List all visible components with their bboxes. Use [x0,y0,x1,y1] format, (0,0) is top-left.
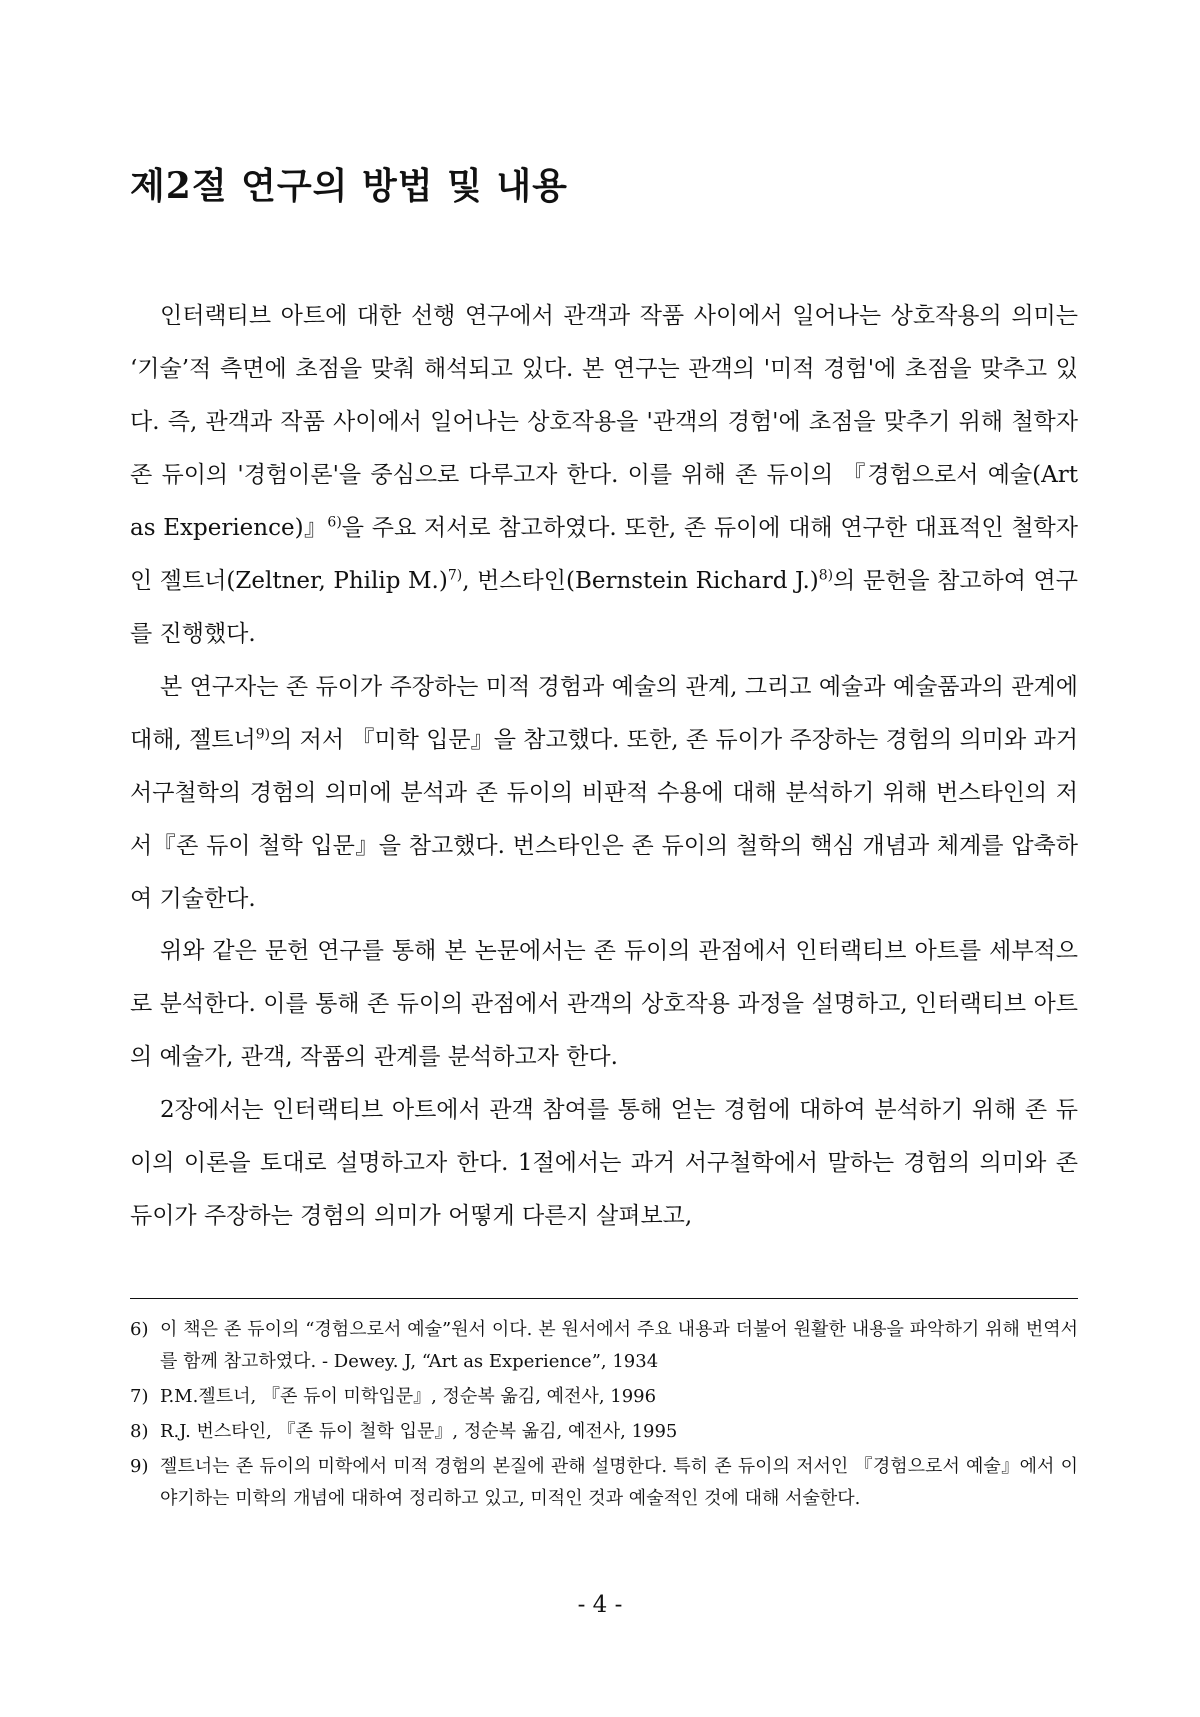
footnote-9 [130,1451,1078,1515]
body-block-1 [130,290,1078,926]
paragraph-text: 의 저서 『미학 입문』을 참고했다. 또한, 존 듀이가 주장하는 경험의 의미와 과거 서구철학의 경험의 의미에 분석과 존 듀이의 비판적 수용에 대해 분석하기 위해 번스타인의 저서『존 듀이 철학 입문』을 참고했다. 번스타인은 존 듀이의 철학의 핵심 개념과 체계를 압축하여 기술한다. [130,727,1078,912]
footnote-text: 이 책은 존 듀이의 “경험으로서 예술”원서 이다. 본 원서에서 주요 내용과 더불어 원활한 내용을 파악하기 위해 번역서를 함께 참고하였다. - Dewey. J, “Art as Experience”, 1934 [160,1319,1078,1372]
page-number: - 4 - [577,1592,623,1618]
paragraph-text: , 번스타인(Bernstein Richard J.) [462,568,819,594]
footnote-ref-7[interactable]: 7) [447,567,463,584]
footnote-ref-6[interactable]: 6) [327,514,342,531]
section-title: 제2절 연구의 방법 및 내용 [130,165,568,207]
paragraph-text: 본 연구자는 존 듀이가 주장하는 미적 경험과 예술의 관계, 그리고 예술과 예술품과의 관계에 대해, 젤트너 [130,674,1078,753]
paragraph-analysis-aim: 위와 같은 문헌 연구를 통해 본 논문에서는 존 듀이의 관점에서 인터랙티브 아트를 세부적으로 분석한다. 이를 통해 존 듀이의 관점에서 관객의 상호작용 과정을 설명하고, 인터랙티브 아트의 예술가, 관객, 작품의 관계를 분석하고자 한다. [130,938,1078,1070]
paragraph-text: 인터랙티브 아트에 대한 선행 연구에서 관객과 작품 사이에서 일어나는 상호작용의 의미는 ‘기술’적 측면에 초점을 맞춰 해석되고 있다. 본 연구는 관객의 '미적 경험'에 초점을 맞추고 있다. 즉, 관객과 작품 사이에서 일어나는 상호작용을 '관객의 경험'에 초점을 맞추기 위해 철학자 존 듀이의 '경험이론'을 중심으로 다루고자 한다. 이를 위해 존 듀이의 『경험으로서 예술(Art as Experience)』 [130,303,1078,541]
paragraph-chapter-outline: 2장에서는 인터랙티브 아트에서 관객 참여를 통해 얻는 경험에 대하여 분석하기 위해 존 듀이의 이론을 토대로 설명하고자 한다. 1절에서는 과거 서구철학에서 말하는 경험의 의미와 존 듀이가 주장하는 경험의 의미가 어떻게 다른지 살펴보고, [130,1097,1078,1229]
footnote-divider [130,1298,1078,1299]
footnote-text: P.M.젤트너, 『존 듀이 미학입문』, 정순복 옮김, 예전사, 1996 [160,1386,657,1407]
paragraph-text: 의 문헌을 참고하여 연구를 진행했다. [130,568,1078,647]
footnote-number: 7) [130,1386,149,1407]
footnote-8 [130,1416,1078,1448]
footnote-text: R.J. 번스타인, 『존 듀이 철학 입문』, 정순복 옮김, 예전사, 1995 [160,1421,678,1442]
footnote-number: 9) [130,1456,149,1477]
footnote-7 [130,1381,1078,1413]
footnote-text: 젤트너는 존 듀이의 미학에서 미적 경험의 본질에 관해 설명한다. 특히 존 듀이의 저서인 『경험으로서 예술』에서 이야기하는 미학의 개념에 대하여 정리하고 있고, 미적인 것과 예술적인 것에 대해 서술한다. [160,1456,1078,1509]
footnote-ref-9[interactable]: 9) [255,726,271,743]
paragraph-text: 을 주요 저서로 참고하였다. 또한, 존 듀이에 대해 연구한 대표적인 철학자인 젤트너(Zeltner, Philip M.) [130,515,1078,594]
paragraph-research-references [130,290,1078,661]
footnote-6 [130,1314,1078,1378]
paragraph-literature-review [130,661,1078,926]
footnote-ref-8[interactable]: 8) [818,567,834,584]
footnotes-list [130,1314,1078,1518]
body-block-2 [130,925,1078,1243]
footnote-number: 6) [130,1319,149,1340]
footnote-number: 8) [130,1421,149,1442]
